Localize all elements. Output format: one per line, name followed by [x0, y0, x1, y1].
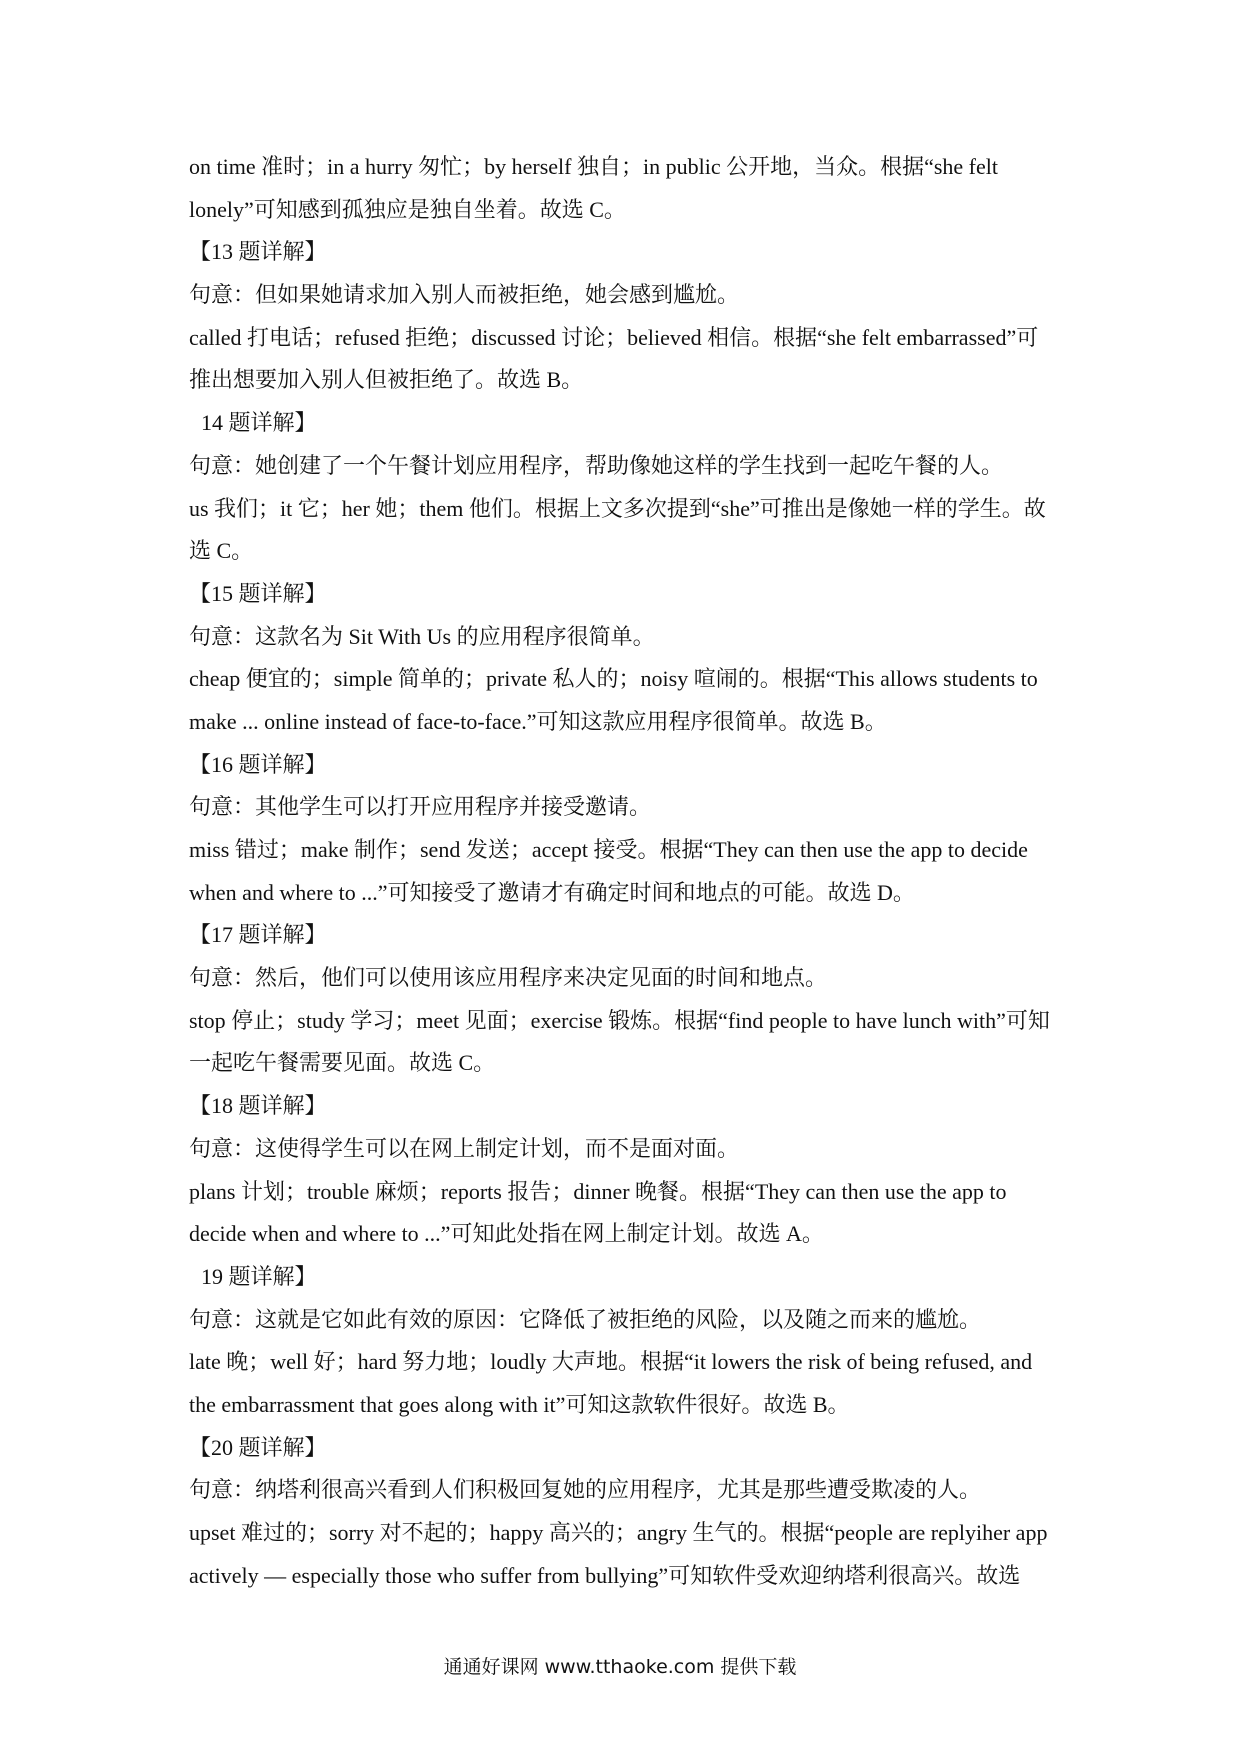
text-line: lonely”可知感到孤独应是独自坐着。故选 C。	[189, 196, 626, 222]
text-line: the embarrassment that goes along with it”可知这款软件很好。故选 B。	[189, 1391, 850, 1417]
text-line: miss 错过；make 制作；send 发送；accept 接受。根据“They can then use the app to decide	[189, 837, 1028, 862]
text-line: stop 停止；study 学习；meet 见面；exercise 锻炼。根据“find people to have lunch with”可知	[189, 1007, 1050, 1033]
text-line: 一起吃午餐需要见面。故选 C。	[189, 1050, 496, 1076]
text-line: 句意：其他学生可以打开应用程序并接受邀请。	[189, 794, 652, 820]
text-line: 句意：这款名为 Sit With Us 的应用程序很简单。	[189, 623, 655, 649]
text-line: 句意：这使得学生可以在网上制定计划，而不是面对面。	[189, 1135, 740, 1161]
section-heading: 【18 题详解】	[189, 1093, 327, 1119]
text-line: upset 难过的；sorry 对不起的；happy 高兴的；angry 生气的。根据“people are replyiher app	[189, 1520, 1048, 1545]
text-line: called 打电话；refused 拒绝；discussed 讨论；believed 相信。根据“she felt embarrassed”可	[189, 324, 1039, 350]
text-line: when and where to ...”可知接受了邀请才有确定时间和地点的可能。故选 D。	[189, 879, 915, 905]
section-heading: 【16 题详解】	[189, 751, 327, 777]
text-line: us 我们；it 它；her 她；them 他们。根据上文多次提到“she”可推出是像她一样的学生。故	[189, 495, 1046, 521]
page-footer: 通通好课网 www.tthaoke.com 提供下载	[443, 1656, 797, 1678]
text-line: 句意：纳塔利很高兴看到人们积极回复她的应用程序，尤其是那些遭受欺凌的人。	[189, 1477, 982, 1503]
text-line: make ... online instead of face-to-face.”可知这款应用程序很简单。故选 B。	[189, 708, 887, 734]
text-line: 句意：但如果她请求加入别人而被拒绝，她会感到尴尬。	[189, 282, 740, 308]
text-line: 句意：她创建了一个午餐计划应用程序，帮助像她这样的学生找到一起吃午餐的人。	[189, 452, 1004, 478]
text-line: cheap 便宜的；simple 简单的；private 私人的；noisy 喧闹的。根据“This allows students to	[189, 666, 1038, 692]
text-line: 推出想要加入别人但被拒绝了。故选 B。	[189, 367, 584, 393]
section-heading: 【13 题详解】	[189, 239, 327, 265]
text-line: on time 准时；in a hurry 匆忙；by herself 独自；in public 公开地，当众。根据“she felt	[189, 154, 998, 179]
section-heading: 【15 题详解】	[189, 580, 327, 606]
section-heading: 19 题详解】	[201, 1263, 317, 1289]
section-heading: 【17 题详解】	[189, 922, 327, 948]
section-heading: 【20 题详解】	[189, 1434, 327, 1460]
text-line: 句意：然后，他们可以使用该应用程序来决定见面的时间和地点。	[189, 965, 828, 991]
section-heading: 14 题详解】	[201, 410, 317, 436]
answer-explanations	[189, 146, 1059, 1597]
text-line: plans 计划；trouble 麻烦；reports 报告；dinner 晚餐。根据“They can then use the app to	[189, 1178, 1007, 1204]
text-line: 选 C。	[189, 538, 254, 564]
text-line: actively — especially those who suffer from bullying”可知软件受欢迎纳塔利很高兴。故选	[189, 1562, 1021, 1588]
text-line: late 晚；well 好；hard 努力地；loudly 大声地。根据“it lowers the risk of being refused, and	[189, 1349, 1033, 1375]
text-line: decide when and where to ...”可知此处指在网上制定计划。故选 A。	[189, 1221, 824, 1247]
text-line: 句意：这就是它如此有效的原因：它降低了被拒绝的风险，以及随之而来的尴尬。	[189, 1306, 982, 1332]
